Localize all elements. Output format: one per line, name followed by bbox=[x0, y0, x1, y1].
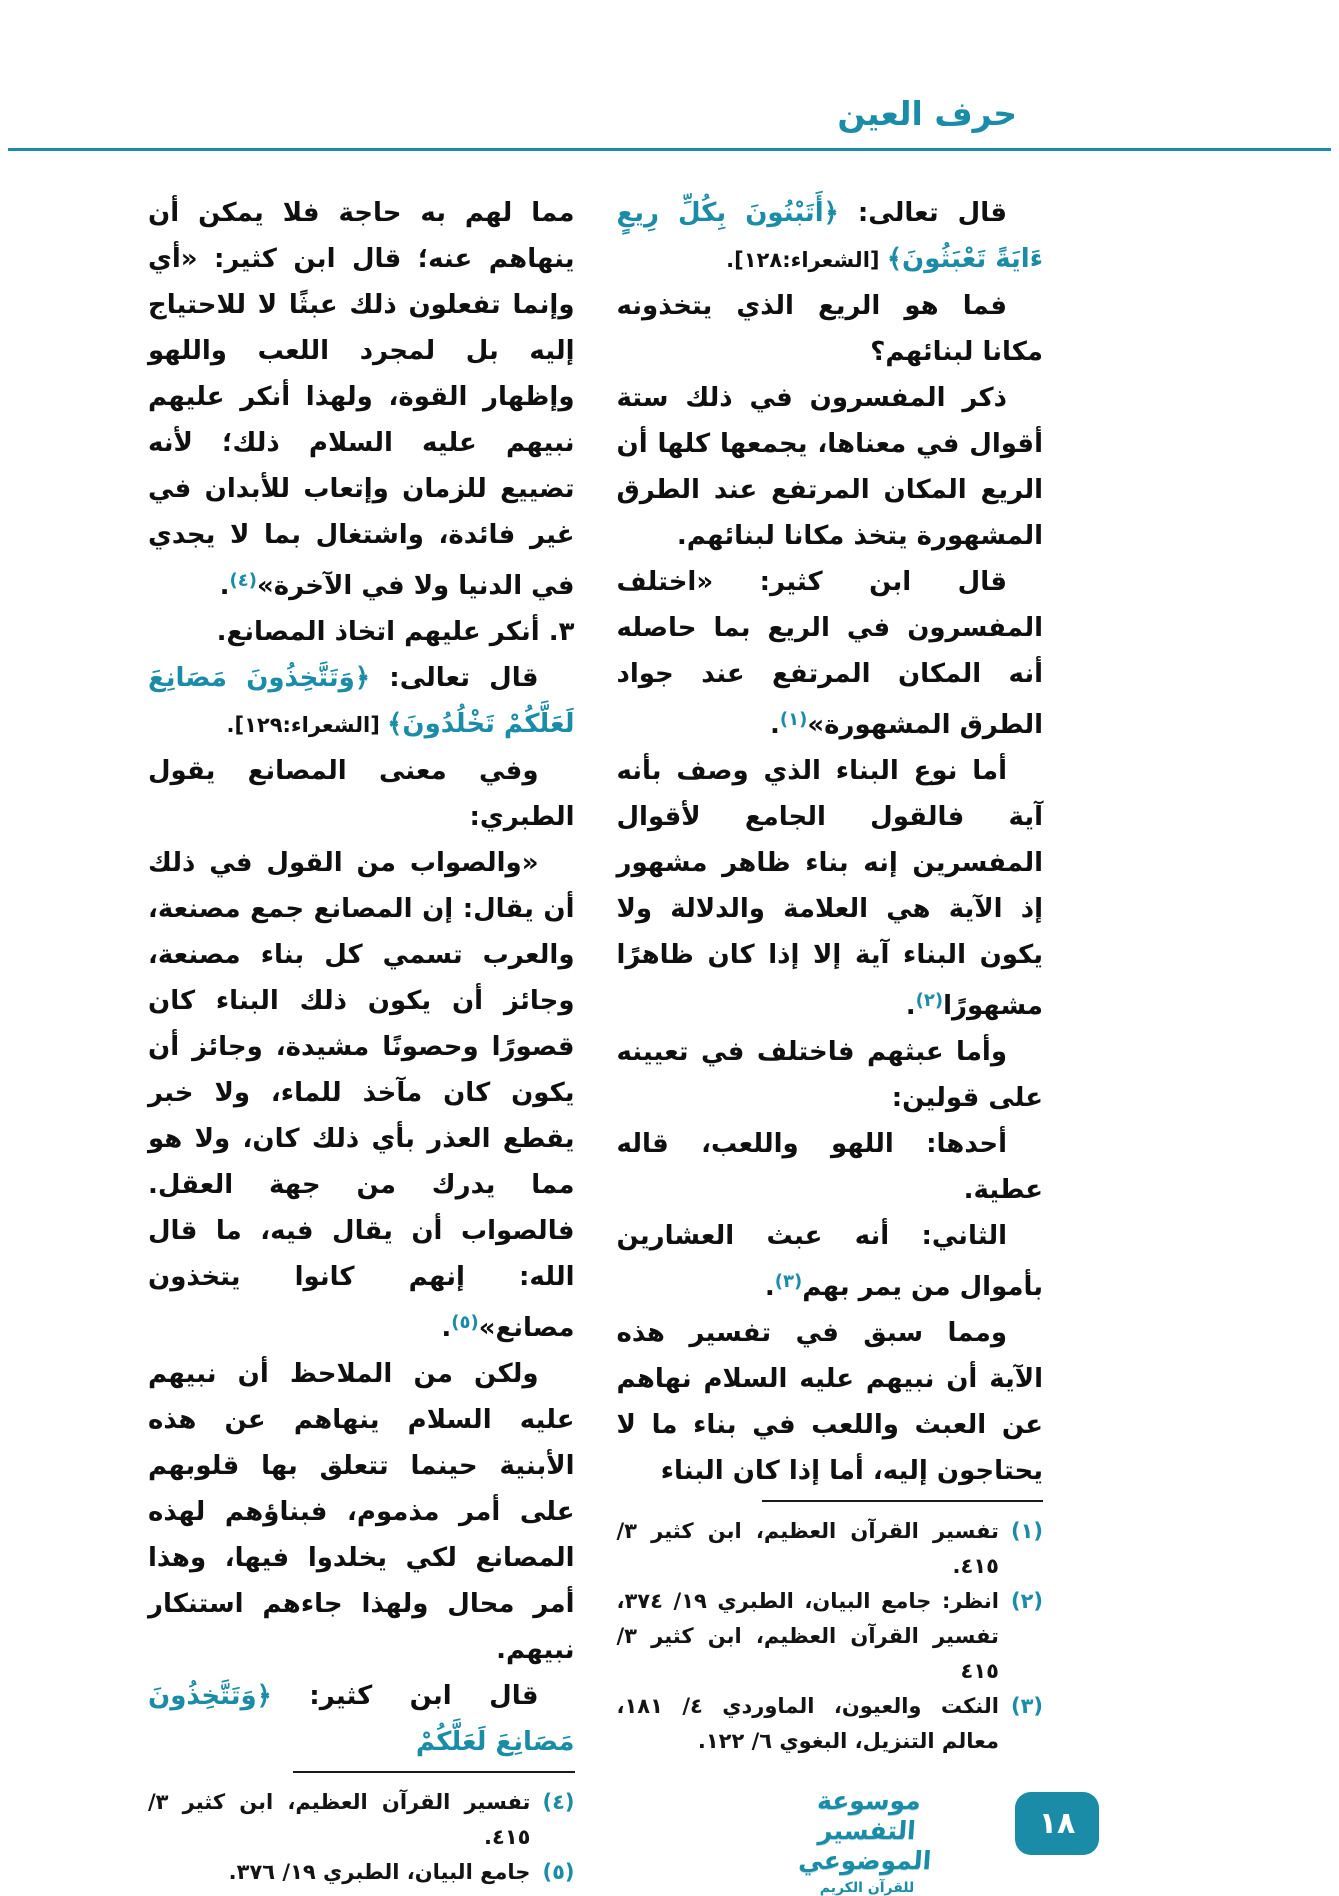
paragraph bbox=[617, 1029, 1044, 1121]
text-run: ٣. أنكر عليهم اتخاذ المصانع. bbox=[216, 617, 575, 647]
footnote-separator bbox=[762, 1500, 1043, 1502]
section-title: حرف العين bbox=[837, 94, 1017, 133]
paragraph bbox=[617, 283, 1044, 375]
paragraph bbox=[617, 748, 1044, 1029]
text-run: أما نوع البناء الذي وصف بأنه آية فالقول الجامع لأقوال المفسرين إنه بناء ظاهر مشهور إذ الآية هي العلامة والدلالة ولا يكون البناء آية إلا إذا كان ظاهرًا مشهورًا bbox=[616, 756, 1043, 1021]
text-run: وأما عبثهم فاختلف في تعيينه على قولين: bbox=[616, 1037, 1043, 1113]
footnote-text: تفسير القرآن العظيم، ابن كثير ٣/ ٤١٥. bbox=[148, 1790, 531, 1849]
footnote-text: جامع البيان، الطبري ١٩/ ٣٧٦. bbox=[228, 1860, 531, 1884]
text-run: فما هو الريع الذي يتخذونه مكانا لبنائهم؟ bbox=[616, 291, 1043, 367]
footnote-ref: (١) bbox=[779, 709, 808, 730]
text-run: الثاني: أنه عبث العشارين بأموال من يمر بهم bbox=[616, 1221, 1043, 1302]
verse-reference: [الشعراء:١٢٩]. bbox=[226, 713, 388, 737]
text-run: قال تعالى: bbox=[838, 198, 1007, 228]
publisher-logo-subtitle: للقرآن الكريم bbox=[819, 1880, 915, 1896]
paragraph bbox=[617, 375, 1044, 559]
footnote bbox=[617, 1584, 1044, 1689]
header-rule bbox=[8, 148, 1331, 151]
footnote-text: انظر: جامع البيان، الطبري ١٩/ ٣٧٤، تفسير القرآن العظيم، ابن كثير ٣/ ٤١٥ bbox=[616, 1589, 999, 1683]
publisher-logo-title: موسوعة التفسير الموضوعي bbox=[797, 1786, 933, 1875]
footnotes bbox=[148, 1765, 575, 1890]
footnote-number: (١) bbox=[1010, 1519, 1043, 1543]
footnote-ref: (٤) bbox=[229, 570, 257, 591]
text-run: «والصواب من القول في ذلك أن يقال: إن المصانع جمع مصنعة، والعرب تسمي كل بناء مصنعة، وجائز أن يكون ذلك البناء كان قصورًا وحصونًا مشيدة، وجائز أن يكون كان مآخذ للماء، ولا خبر يقطع العذر بأي ذلك كان، ولا هو مما يدرك من جهة العقل. فالصواب أن يقال فيه، ما قال الله: إنهم كانوا يتخذون مصانع» bbox=[148, 848, 575, 1343]
quran-verse: ﴿وَتَتَّخِذُونَ مَصَانِعَ لَعَلَّكُمْ bbox=[148, 1681, 575, 1757]
footnote-separator bbox=[293, 1771, 574, 1773]
paragraph bbox=[617, 1213, 1044, 1310]
text-run: . bbox=[219, 571, 230, 601]
footnotes bbox=[617, 1494, 1044, 1759]
paragraph bbox=[148, 609, 575, 655]
column-text bbox=[148, 190, 575, 1765]
footnote-ref: (٥) bbox=[451, 1312, 479, 1333]
paragraph bbox=[617, 190, 1044, 283]
publisher-logo bbox=[767, 1786, 967, 1896]
text-run: . bbox=[441, 1313, 452, 1343]
column-left bbox=[148, 190, 575, 1884]
footnote-text: تفسير القرآن العظيم، ابن كثير ٣/ ٤١٥. bbox=[616, 1519, 999, 1578]
page-number: ١٨ bbox=[1038, 1806, 1076, 1841]
quran-verse: ﴿أَتَبْنُونَ بِكُلِّ رِيعٍ ءَايَةً تَعْبَثُونَ﴾ bbox=[616, 198, 1043, 274]
verse-reference: [الشعراء:١٢٨]. bbox=[726, 248, 887, 272]
paragraph bbox=[148, 190, 575, 609]
footnote-number: (٢) bbox=[1010, 1589, 1043, 1613]
paragraph bbox=[148, 1673, 575, 1765]
text-run: مما لهم به حاجة فلا يمكن أن ينهاهم عنه؛ قال ابن كثير: «أي وإنما تفعلون ذلك عبثًا لا للاحتياج إليه بل لمجرد اللعب واللهو وإظهار القوة، ولهذا أنكر عليهم نبيهم عليه السلام ذلك؛ لأنه تضييع للزمان وإتعاب للأبدان في غير فائدة، واشتغال بما لا يجدي في الدنيا ولا في الآخرة» bbox=[148, 198, 575, 601]
column-text bbox=[617, 190, 1044, 1494]
footnote bbox=[617, 1514, 1044, 1584]
text-run: . bbox=[764, 1272, 775, 1302]
footnote bbox=[148, 1785, 575, 1855]
column-right bbox=[616, 190, 1044, 1753]
text-run: ولكن من الملاحظ أن نبيهم عليه السلام ينهاهم عن هذه الأبنية حينما تتعلق بها قلوبهم على أمر مذموم، فبناؤهم لهذه المصانع لكي يخلدوا فيها، وهذا أمر محال ولهذا جاءهم استنكار نبيهم. bbox=[148, 1359, 575, 1665]
text-run: وفي معنى المصانع يقول الطبري: bbox=[148, 756, 575, 832]
text-run: قال ابن كثير: «اختلف المفسرون في الريع بما حاصله أنه المكان المرتفع عند جواد الطرق المشهورة» bbox=[616, 567, 1043, 740]
paragraph bbox=[617, 1121, 1044, 1213]
footnote-text: النكت والعيون، الماوردي ٤/ ١٨١، معالم التنزيل، البغوي ٦/ ١٢٢. bbox=[616, 1694, 999, 1753]
paragraph bbox=[617, 1310, 1044, 1494]
text-run: ومما سبق في تفسير هذه الآية أن نبيهم عليه السلام نهاهم عن العبث واللعب في بناء ما لا يحتاجون إليه، أما إذا كان البناء bbox=[616, 1318, 1043, 1486]
footnote-ref: (٣) bbox=[774, 1271, 803, 1292]
paragraph bbox=[148, 655, 575, 748]
footnote-ref: (٢) bbox=[915, 990, 944, 1011]
page-number-badge bbox=[1015, 1792, 1099, 1855]
footnote-number: (٤) bbox=[542, 1790, 575, 1814]
paragraph bbox=[148, 1351, 575, 1673]
text-run: قال ابن كثير: bbox=[271, 1681, 539, 1711]
text-run: قال تعالى: bbox=[370, 663, 539, 693]
paragraph bbox=[148, 840, 575, 1351]
paragraph bbox=[148, 748, 575, 840]
text-run: أحدها: اللهو واللعب، قاله عطية. bbox=[616, 1129, 1043, 1205]
footnote bbox=[148, 1855, 575, 1890]
paragraph bbox=[617, 559, 1044, 748]
quran-verse: ﴿وَتَتَّخِذُونَ مَصَانِعَ لَعَلَّكُمْ تَخْلُدُونَ﴾ bbox=[148, 663, 575, 739]
footnote-number: (٣) bbox=[1010, 1694, 1043, 1718]
footnote-number: (٥) bbox=[542, 1860, 575, 1884]
footnote bbox=[617, 1689, 1044, 1759]
text-run: . bbox=[905, 991, 916, 1021]
text-run: ذكر المفسرون في ذلك ستة أقوال في معناها، يجمعها كلها أن الريع المكان المرتفع عند الطرق المشهورة يتخذ مكانا لبنائهم. bbox=[616, 383, 1043, 551]
text-run: . bbox=[770, 710, 780, 740]
